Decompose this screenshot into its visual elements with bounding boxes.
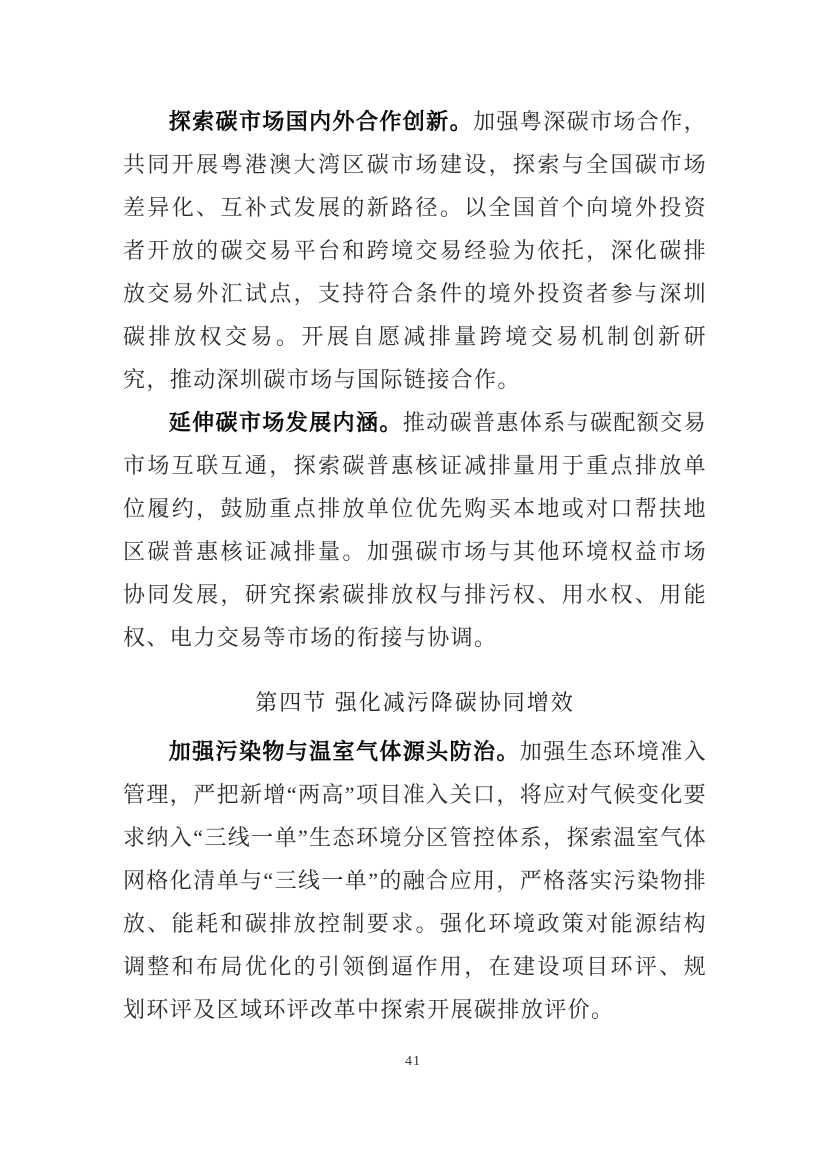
page-number: 41	[405, 1054, 421, 1069]
paragraph-body: 加强生态环境准入管理，严把新增“两高”项目准入关口，将应对气候变化要求纳入“三线一单”生态环境分区管控体系，探索温室气体网格化清单与“三线一单”的融合应用，严格落实污染物排放、能耗和碳排放控制要求。强化环境政策对能源结构调整和布局优化的引领倒逼作用，在建设项目环评、规划环评及区域环评改革中探索开展碳排放评价。	[123, 739, 707, 1022]
paragraph-lead: 探索碳市场国内外合作创新。	[168, 109, 473, 134]
paragraph-body: 加强粤深碳市场合作，共同开展粤港澳大湾区碳市场建设，探索与全国碳市场差异化、互补式发展的新路径。以全国首个向境外投资者开放的碳交易平台和跨境交易经验为依托，深化碳排放交易外汇试点，支持符合条件的境外投资者参与深圳碳排放权交易。开展自愿减排量跨境交易机制创新研究，推动深圳碳市场与国际链接合作。	[123, 109, 707, 392]
paragraph	[123, 730, 707, 1031]
paragraph-lead: 延伸碳市场发展内涵。	[168, 410, 403, 435]
document-content	[123, 100, 707, 1031]
paragraph	[123, 401, 707, 659]
paragraph-body: 推动碳普惠体系与碳配额交易市场互联互通，探索碳普惠核证减排量用于重点排放单位履约，鼓励重点排放单位优先购买本地或对口帮扶地区碳普惠核证减排量。加强碳市场与其他环境权益市场协同发展，研究探索碳排放权与排污权、用水权、用能权、电力交易等市场的衔接与协调。	[123, 410, 707, 650]
paragraph-lead: 加强污染物与温室气体源头防治。	[168, 739, 520, 764]
paragraph	[123, 100, 707, 401]
section-heading: 第四节 强化减污降碳协同增效	[255, 690, 575, 715]
